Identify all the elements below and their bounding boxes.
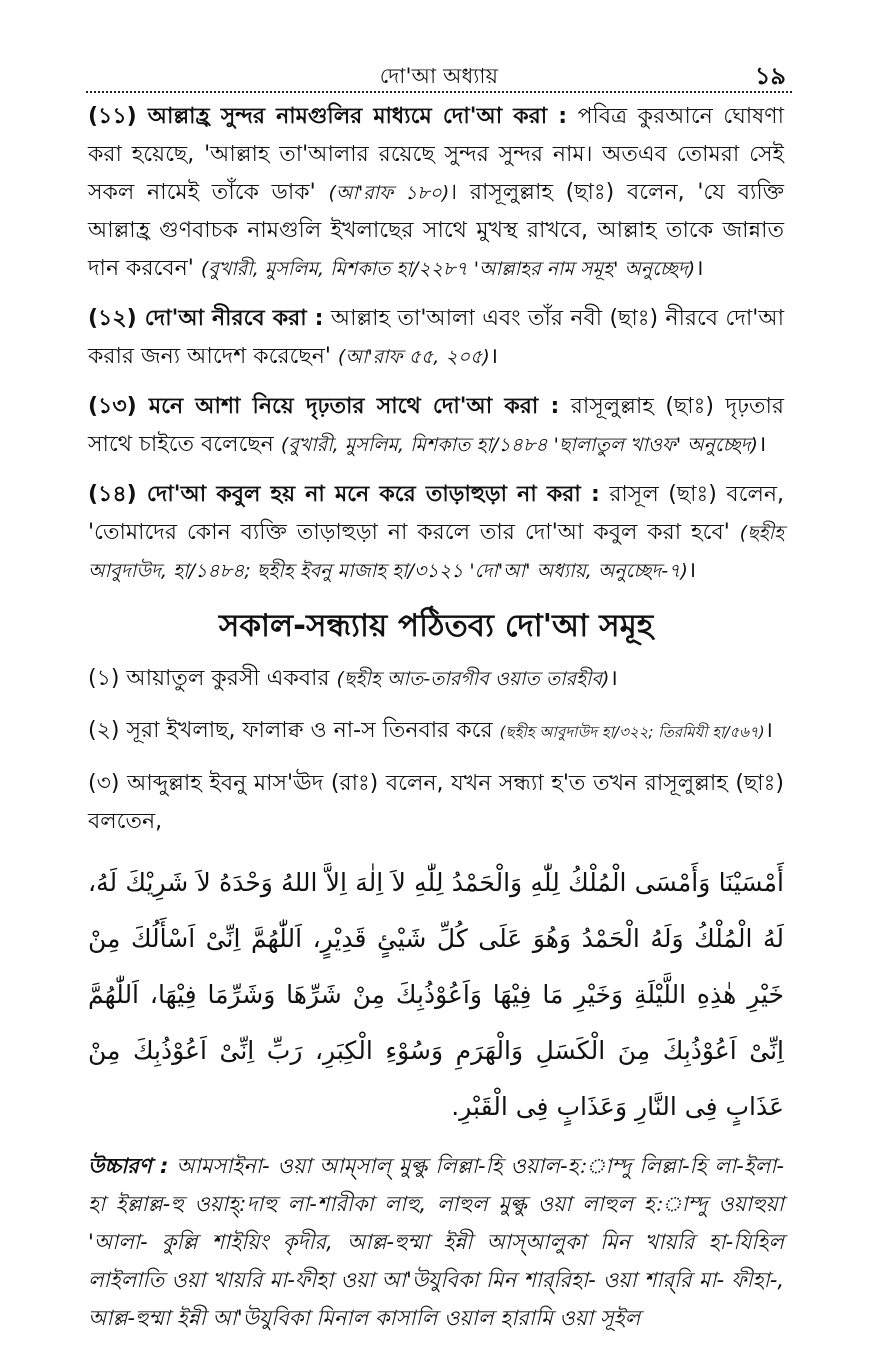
section-text: রাসূল (ছাঃ) বলেন, 'তোমাদের কোন ব্যক্তি তাড়াহুড়া না করলে তার দো'আ কবুল করা হবে' <box>88 482 784 545</box>
punctuation: । <box>609 666 618 691</box>
citation: (ছহীহ আত-তারগীব ওয়াত তারহীব) <box>336 668 610 690</box>
section-13 <box>88 388 784 464</box>
running-title: দো'আ অধ্যায় <box>379 64 499 88</box>
section-label: (১৩) মনে আশা নিয়ে দৃঢ়তার সাথে দো'আ করা : <box>88 394 560 419</box>
citation: (ছহীহ আবুদাউদ, হা/১৪৮৪; ছহীহ ইবনু মাজাহ হা/৩১২১ 'দো'আ' অধ্যায়, অনুচ্ছেদ-৭) <box>88 522 784 582</box>
citation: (আ'রাফ ১৮০) <box>328 182 450 204</box>
punctuation: । <box>687 558 697 583</box>
punctuation: । <box>764 718 773 743</box>
item-text: (৩) আব্দুল্লাহ ইবনু মাস'ঊদ (রাঃ) বলেন, যখন সন্ধ্যা হ'ত তখন রাসূলুল্লাহ (ছাঃ) বলতেন, <box>88 771 784 834</box>
section-text: পবিত্র কুরআনে ঘোষণা করা হয়েছে, 'আল্লাহ তা'আলার রয়েছে সুন্দর সুন্দর নাম। অতএব তোমরা সেই সকল নামেই তাঁকে ডাক' <box>88 104 784 205</box>
page-header <box>86 58 792 94</box>
pronunciation-text: আমসাইনা- ওয়া আম্সাল্ মুল্কু লিল্লা-হি ওয়াল-হ:াম্দু লিল্লা-হি লা-ইলা-হা ইল্লাল্ল-হু ওয়াহ্:দাহু লা-শারীকা লাহু, লাহুল মুল্কু ওয়া লাহুল হ:াম্দু ওয়াহুয়া 'আলা- কুল্লি শাইয়িং কৃদীর, আল্ল-হুম্মা ইন্নী আস্আলুকা মিন খায়রি হা-যিহিল লাইলাতি ওয়া খায়রি মা-ফীহা ওয়া আ'উযুবিকা মিন শার্‌রিহা- ওয়া শার্‌রি মা- ফীহা-, আল্ল-হুম্মা ইন্নী আ'উযুবিকা মিনাল কাসালি ওয়াল হারামি ওয়া সূইল <box>88 1154 784 1330</box>
list-item <box>88 712 784 751</box>
section-14 <box>88 476 784 590</box>
item-text: (২) সূরা ইখলাছ, ফালাক্ব ও না-স তিনবার করে <box>88 718 493 743</box>
arabic-supplication: أَمْسَيْنَا وَأَمْسَى الْمُلْكُ لِلّٰهِ وَالْحَمْدُ لِلّٰهِ لاَ اِلٰهَ اِلاَّ اللهُ وَحْدَهُ لاَ شَرِيْكَ لَهُ، لَهُ الْمُلْكُ وَلَهُ الْحَمْدُ وَهُوَ عَلَى كُلِّ شَيْئٍ قَدِيْرٍ، اَللّٰهُمَّ اِنِّىْ اَسْأَلُكَ مِنْ خَيْرِ هٰذِهِ اللَّيْلَةِ وَخَيْرِ مَا فِيْهَا وَاَعُوْذُبِكَ مِنْ شَرِّهَا وَشَرِّمَا فِيْهَا، اَللّٰهُمَّ اِنِّىْ اَعُوْذُبِكَ مِنَ الْكَسَلِ وَالْهَرَمِ وَسُوْءِ الْكِبَرِ، رَبِّ اِنِّىْ اَعُوْذُبِكَ مِنْ عَذَابٍ فِى النَّارِ وَعَذَابٍ فِى الْقَبْرِ. <box>88 868 784 1121</box>
section-label: (১৪) দো'আ কবুল হয় না মনে করে তাড়াহুড়া না করা : <box>88 482 600 507</box>
page-body <box>88 98 784 1349</box>
section-label: (১২) দো'আ নীরবে করা : <box>88 306 324 331</box>
item-text: (১) আয়াতুল কুরসী একবার <box>88 666 330 691</box>
citation: (আ'রাফ ৫৫, ২০৫) <box>337 346 490 368</box>
page-number: ১৯ <box>754 62 786 90</box>
section-text: আল্লাহ তা'আলা এবং তাঁর নবী (ছাঃ) নীরবে দো'আ করার জন্য আদেশ করেছেন' <box>88 306 784 369</box>
citation: (ছহীহ আবুদাউদ হা/৩২২; তিরমিযী হা/৫৬৭) <box>499 723 765 741</box>
punctuation: । <box>695 256 704 281</box>
citation: (বুখারী, মুসলিম, মিশকাত হা/১৪৮৪ 'ছালাতুল খাওফ' অনুচ্ছেদ) <box>280 434 758 456</box>
list-item <box>88 765 784 841</box>
section-12 <box>88 300 784 376</box>
citation: (বুখারী, মুসলিম, মিশকাত হা/২২৮৭ 'আল্লাহর নাম সমূহ' অনুচ্ছেদ) <box>200 258 696 280</box>
section-text: রাসূলুল্লাহ (ছাঃ) দৃঢ়তার সাথে চাইতে বলেছেন <box>88 394 785 457</box>
pronunciation <box>88 1147 784 1337</box>
pronunciation-label: উচ্চারণ : <box>88 1154 169 1178</box>
punctuation: । <box>489 344 499 369</box>
section-text: । রাসূলুল্লাহ (ছাঃ) বলেন, 'যে ব্যক্তি আল্লাহ্র গুণবাচক নামগুলি ইখলাছের সাথে মুখস্থ রাখবে, আল্লাহ তাকে জান্নাত দান করবেন' <box>88 180 785 281</box>
section-heading: সকাল-সন্ধ্যায় পঠিতব্য দো'আ সমূহ <box>218 608 654 644</box>
section-11 <box>88 98 784 288</box>
punctuation: । <box>757 432 767 457</box>
list-item <box>88 660 784 698</box>
header-dotted-rule <box>86 91 792 93</box>
section-label: (১১) আল্লাহ্র সুন্দর নামগুলির মাধ্যমে দো'আ করা : <box>88 104 568 129</box>
